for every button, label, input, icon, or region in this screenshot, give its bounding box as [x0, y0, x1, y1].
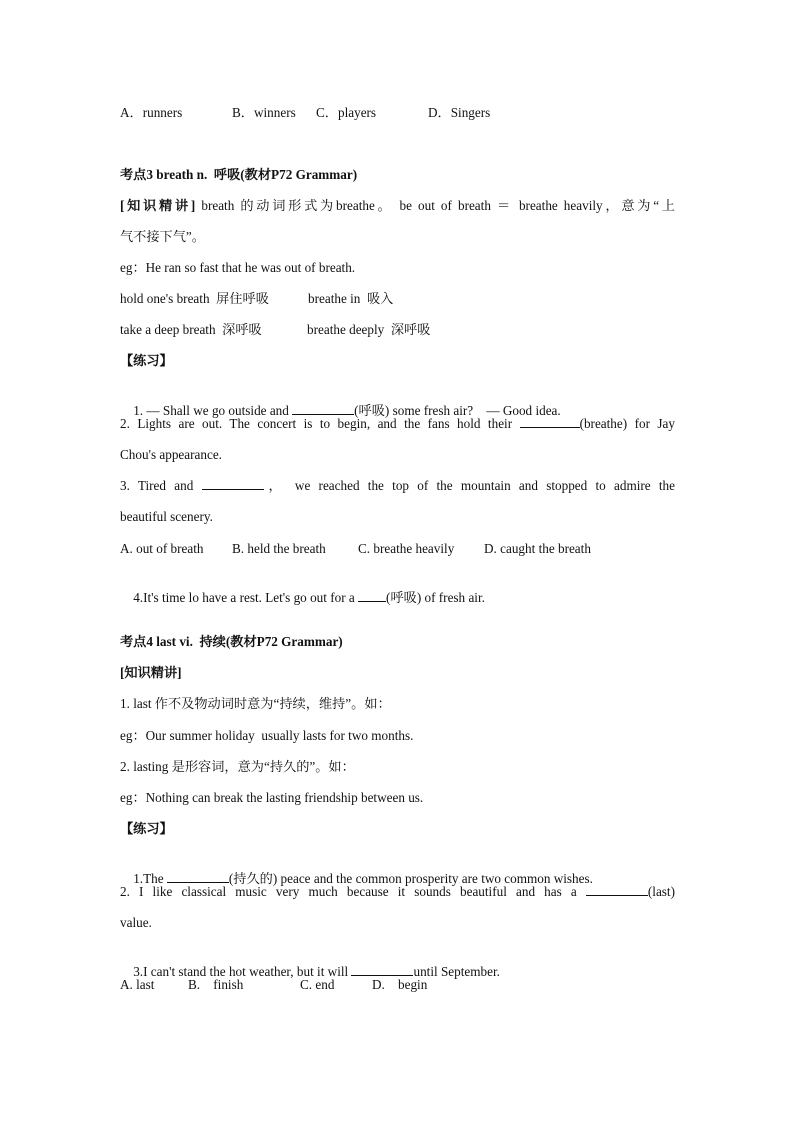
section3-knowledge-tag: [知识精讲] — [120, 198, 196, 213]
s4q2-answer-blank[interactable] — [586, 883, 648, 896]
s4q1-text-before: 1.The — [133, 871, 167, 886]
s4q2-text-after: (last) — [647, 884, 675, 899]
s4q1-answer-blank[interactable] — [167, 870, 229, 883]
section3-question-4 — [120, 571, 485, 625]
section3-question-3-line2: beautiful scenery. — [120, 509, 213, 524]
s3q3-option-c[interactable]: C. breathe heavily — [358, 541, 455, 556]
phrase-deep-breath: take a deep breath 深呼吸 — [120, 322, 262, 337]
section4-example-1: eg：Our summer holiday usually lasts for two months. — [120, 728, 414, 743]
top-option-d: D．Singers — [428, 105, 491, 120]
section3-question-2-line2: Chou's appearance. — [120, 447, 222, 462]
s3q4-answer-blank[interactable] — [358, 589, 386, 602]
section4-question-2-line1 — [120, 883, 675, 901]
s4q3-text-after: until September. — [413, 964, 500, 979]
s4q3-option-c[interactable]: C. end — [300, 977, 335, 992]
s3q3-option-a[interactable]: A. out of breath — [120, 541, 204, 556]
s3q3-text-after: ， we reached the top of the mountain and stopped to admire the — [263, 478, 675, 493]
phrase-breathe-in: breathe in 吸入 — [308, 291, 394, 306]
s3q3-option-d[interactable]: D. caught the breath — [484, 541, 591, 556]
section4-heading: 考点4 last vi. 持续(教材P72 Grammar) — [120, 634, 343, 649]
section3-knowledge-line2: 气不接下气”。 — [120, 229, 205, 244]
s3q3-text-before: 3. Tired and — [120, 478, 202, 493]
s3q1-answer-blank[interactable] — [292, 402, 354, 415]
section4-question-3-options — [120, 976, 520, 1084]
s3q2-answer-blank[interactable] — [520, 415, 580, 428]
section3-practice-label: 【练习】 — [120, 353, 173, 368]
top-option-a: A．runners — [120, 105, 183, 120]
s4q1-text-after: (持久的) peace and the common prosperity are two common wishes. — [228, 871, 593, 886]
section3-knowledge-text: breath 的动词形式为breathe。 be out of breath ＝ breathe heavily，意为“上 — [201, 198, 675, 213]
top-option-b: B．winners — [232, 105, 296, 120]
section3-knowledge-line1 — [120, 197, 675, 215]
s3q4-text-before: 4.It's time lo have a rest. Let's go out for a — [133, 590, 359, 605]
top-options-row — [120, 104, 520, 212]
s3q1-text-after: (呼吸) some fresh air? — Good idea. — [354, 403, 561, 418]
section4-knowledge-tag: [知识精讲] — [120, 665, 182, 680]
s3q2-text-before: 2. Lights are out. The concert is to begin, and the fans hold their — [120, 416, 520, 431]
section3-heading: 考点3 breath n. 呼吸(教材P72 Grammar) — [120, 167, 358, 182]
section4-point-2: 2. lasting 是形容词，意为“持久的”。如： — [120, 759, 355, 774]
section3-example: eg：He ran so fast that he was out of breath. — [120, 260, 356, 275]
s4q3-answer-blank[interactable] — [351, 963, 413, 976]
s3q3-option-b[interactable]: B. held the breath — [232, 541, 326, 556]
s4q3-text-before: 3.I can't stand the hot weather, but it will — [133, 964, 352, 979]
section4-point-1: 1. last 作不及物动词时意为“持续，维持”。如： — [120, 696, 391, 711]
section4-question-2-line2: value. — [120, 915, 152, 930]
s3q4-text-after: (呼吸) of fresh air. — [386, 590, 485, 605]
phrase-hold-breath: hold one's breath 屏住呼吸 — [120, 291, 269, 306]
section4-example-2: eg：Nothing can break the lasting friendship between us. — [120, 790, 424, 805]
section3-question-3-line1 — [120, 477, 675, 495]
s4q3-option-a[interactable]: A. last — [120, 977, 155, 992]
s3q2-text-after: (breathe) for Jay — [579, 416, 675, 431]
section3-question-2-line1 — [120, 415, 675, 433]
s4q3-option-d[interactable]: D. begin — [372, 977, 428, 992]
s4q3-option-b[interactable]: B. finish — [188, 977, 244, 992]
top-option-c: C．players — [316, 105, 377, 120]
s3q1-text-before: 1. — Shall we go outside and — [133, 403, 293, 418]
section3-phrase-row2 — [120, 321, 520, 393]
s4q2-text-before: 2. I like classical music very much because it sounds beautiful and has a — [120, 884, 586, 899]
section4-practice-label: 【练习】 — [120, 821, 173, 836]
phrase-breathe-deeply: breathe deeply 深呼吸 — [307, 322, 431, 337]
s3q3-answer-blank[interactable] — [202, 477, 264, 490]
